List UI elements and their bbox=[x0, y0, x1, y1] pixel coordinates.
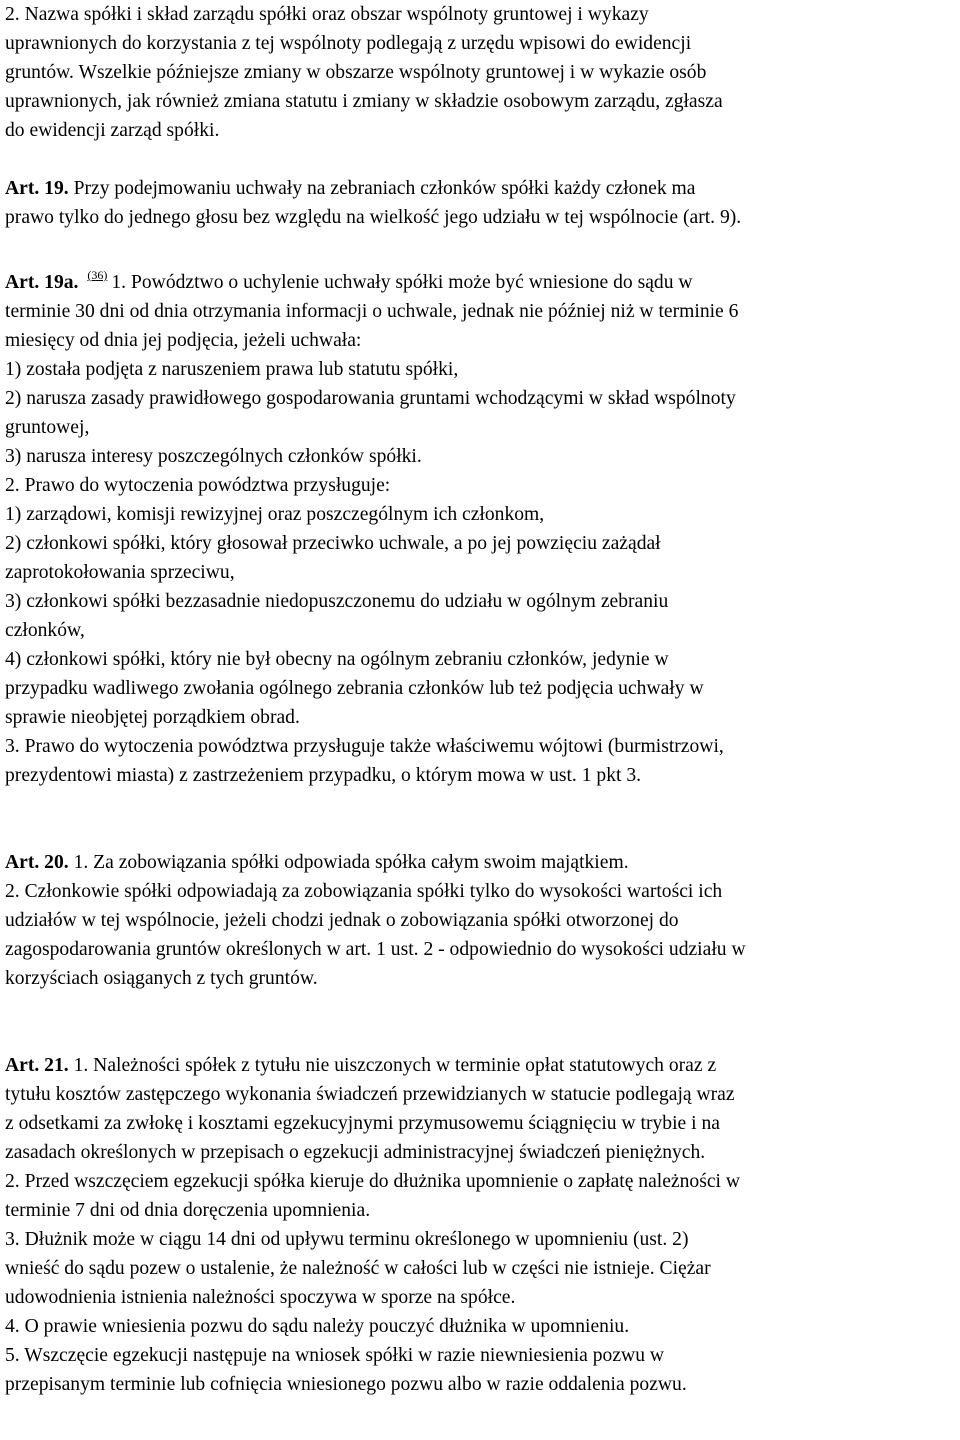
text-line: 2. Przed wszczęciem egzekucji spółka kieruje do dłużnika upomnienie o zapłatę należności w bbox=[5, 1171, 741, 1192]
article-heading: Art. 21. bbox=[5, 1055, 69, 1076]
article-20 bbox=[5, 848, 957, 993]
text-line: 3) członkowi spółki bezzasadnie niedopuszczonemu do udziału w ogólnym zebraniu bbox=[5, 591, 669, 612]
text-line: prezydentowi miasta) z zastrzeżeniem przypadku, o którym mowa w ust. 1 pkt 3. bbox=[5, 765, 642, 786]
article-text: Przy podejmowaniu uchwały na zebraniach członków spółki każdy członek ma bbox=[68, 178, 696, 199]
text-line: 1) została podjęta z naruszeniem prawa lub statutu spółki, bbox=[5, 359, 459, 380]
paragraph-gap bbox=[5, 145, 957, 174]
text-line: przypadku wadliwego zwołania ogólnego zebrania członków lub też podjęcia uchwały w bbox=[5, 678, 704, 699]
text-line: 2. Prawo do wytoczenia powództwa przysługuje: bbox=[5, 475, 391, 496]
article-heading: Art. 19. bbox=[5, 178, 69, 199]
text-line: uprawnionych, jak również zmiana statutu i zmiany w składzie osobowym zarządu, zgłasza bbox=[5, 91, 723, 112]
intro-paragraph bbox=[5, 0, 957, 145]
text-line: terminie 30 dni od dnia otrzymania informacji o uchwale, jednak nie później niż w terminie 6 bbox=[5, 301, 739, 322]
text-line: 2) członkowi spółki, który głosował przeciwko uchwale, a po jej powzięciu zażądał bbox=[5, 533, 661, 554]
text-line: sprawie nieobjętej porządkiem obrad. bbox=[5, 707, 300, 728]
text-line: tytułu kosztów zastępczego wykonania świadczeń przewidzianych w statucie podlegają wraz bbox=[5, 1084, 735, 1105]
text-line: udziałów w tej wspólnocie, jeżeli chodzi jednak o zobowiązania spółki otworzonej do bbox=[5, 910, 679, 931]
text-line: gruntów. Wszelkie późniejsze zmiany w obszarze wspólnoty gruntowej i w wykazie osób bbox=[5, 62, 707, 83]
text-line: wnieść do sądu pozew o ustalenie, że należność w całości lub w części nie istnieje. Ciężar bbox=[5, 1258, 711, 1279]
text-line: gruntowej, bbox=[5, 417, 90, 438]
article-19 bbox=[5, 174, 957, 232]
text-line: do ewidencji zarząd spółki. bbox=[5, 120, 220, 141]
article-first-line bbox=[5, 848, 957, 877]
text-line: 5. Wszczęcie egzekucji następuje na wniosek spółki w razie niewniesienia pozwu w bbox=[5, 1345, 665, 1366]
text-line: prawo tylko do jednego głosu bez względu na wielkość jego udziału w tej wspólnocie (art. 9). bbox=[5, 207, 742, 228]
text-line: z odsetkami za zwłokę i kosztami egzekucyjnymi przymusowemu ściągnięciu w trybie i na bbox=[5, 1113, 720, 1134]
article-first-line bbox=[5, 261, 957, 297]
article-19a bbox=[5, 261, 957, 790]
text-line: 4) członkowi spółki, który nie był obecny na ogólnym zebraniu członków, jedynie w bbox=[5, 649, 669, 670]
text-line: zagospodarowania gruntów określonych w art. 1 ust. 2 - odpowiednio do wysokości udziału w bbox=[5, 939, 746, 960]
text-line: terminie 7 dni od dnia doręczenia upomnienia. bbox=[5, 1200, 371, 1221]
article-21 bbox=[5, 1051, 957, 1399]
paragraph-gap bbox=[5, 993, 957, 1051]
article-first-line bbox=[5, 1051, 957, 1080]
paragraph-gap bbox=[5, 232, 957, 261]
text-line: zaprotokołowania sprzeciwu, bbox=[5, 562, 235, 583]
text-line: miesięcy od dnia jej podjęcia, jeżeli uchwała: bbox=[5, 330, 362, 351]
text-line: uprawnionych do korzystania z tej wspólnoty podlegają z urzędu wpisowi do ewidencji bbox=[5, 33, 692, 54]
article-text: 1. Za zobowiązania spółki odpowiada spółka całym swoim majątkiem. bbox=[68, 852, 629, 873]
text-line: zasadach określonych w przepisach o egzekucji administracyjnej świadczeń pieniężnych. bbox=[5, 1142, 706, 1163]
article-heading: Art. 20. bbox=[5, 852, 69, 873]
text-line: udowodnienia istnienia należności spoczywa w sporze na spółce. bbox=[5, 1287, 516, 1308]
text-line: 2. Członkowie spółki odpowiadają za zobowiązania spółki tylko do wysokości wartości ich bbox=[5, 881, 723, 902]
text-line: członków, bbox=[5, 620, 85, 641]
article-text: 1. Należności spółek z tytułu nie uiszczonych w terminie opłat statutowych oraz z bbox=[68, 1055, 717, 1076]
text-line: 2) narusza zasady prawidłowego gospodarowania gruntami wchodzącymi w skład wspólnoty bbox=[5, 388, 736, 409]
text-line: 3. Prawo do wytoczenia powództwa przysługuje także właściwemu wójtowi (burmistrzowi, bbox=[5, 736, 724, 757]
article-text: 1. Powództwo o uchylenie uchwały spółki może być wniesione do sądu w bbox=[111, 272, 693, 293]
text-line: 2. Nazwa spółki i skład zarządu spółki oraz obszar wspólnoty gruntowej i wykazy bbox=[5, 4, 649, 25]
text-line: 4. O prawie wniesienia pozwu do sądu należy pouczyć dłużnika w upomnieniu. bbox=[5, 1316, 630, 1337]
text-line: korzyściach osiąganych z tych gruntów. bbox=[5, 968, 318, 989]
text-line: 1) zarządowi, komisji rewizyjnej oraz poszczególnym ich członkom, bbox=[5, 504, 545, 525]
text-line: 3) narusza interesy poszczególnych członków spółki. bbox=[5, 446, 422, 467]
footnote-link[interactable]: (36) bbox=[87, 268, 108, 282]
text-line: 3. Dłużnik może w ciągu 14 dni od upływu terminu określonego w upomnieniu (ust. 2) bbox=[5, 1229, 689, 1250]
article-first-line bbox=[5, 174, 957, 203]
article-heading: Art. 19a. bbox=[5, 272, 79, 293]
text-line: przepisanym terminie lub cofnięcia wniesionego pozwu albo w razie oddalenia pozwu. bbox=[5, 1374, 687, 1395]
paragraph-gap bbox=[5, 790, 957, 848]
document-page bbox=[5, 0, 957, 1399]
